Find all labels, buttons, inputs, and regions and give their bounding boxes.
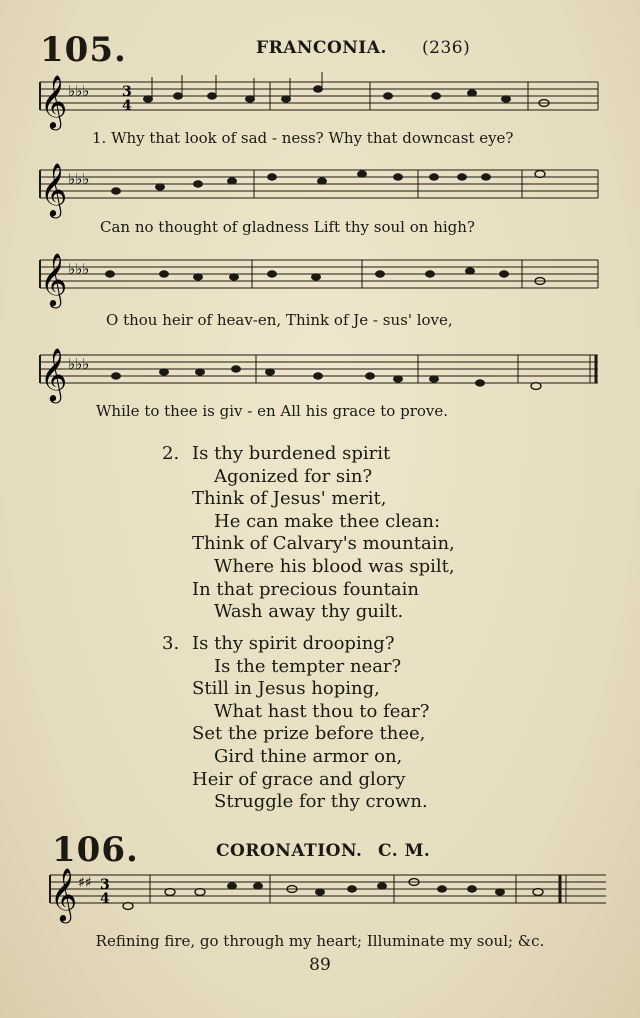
hymn-105-tune-reference: (236) [422,38,471,58]
hymn-106-meter: C. M. [378,841,431,861]
lyric-line-2: Can no thought of gladness Lift thy soul on high? [100,218,475,236]
treble-clef-icon: 𝄞 [40,162,68,216]
verse-3-line-4: What hast thou to fear? [214,700,430,722]
verse-3-number: 3. [162,633,180,654]
treble-clef-icon: 𝄞 [50,867,78,921]
verse-2-line-2: Agonized for sin? [214,465,373,487]
verse-2-line-6: Where his blood was spilt, [214,555,455,577]
hymn-106-tune-name: CORONATION. [216,841,363,861]
verse-2-line-3: Think of Jesus' merit, [192,488,387,510]
hymn-105-tune-name: FRANCONIA. [256,38,387,58]
time-signature-bottom: 4 [100,891,110,907]
verse-2-line-1: 2. Is thy burdened spirit [162,443,391,464]
verse-2 [162,443,455,624]
verse-3-line-8: Struggle for thy crown. [214,791,428,813]
hymn-106-first-line: Refining fire, go through my heart; Illuminate my soul; &c. [95,932,545,950]
flat-signs: ♭♭♭ [68,260,90,278]
sharp-signs: ♯♯ [78,875,92,891]
time-signature-top: 3 [100,877,110,893]
lyric-line-3: O thou heir of heav-en, Think of Je - sus' love, [106,311,453,329]
verse-3-line-3: Still in Jesus hoping, [192,678,380,700]
page-number: 89 [309,955,331,975]
flat-signs: ♭♭♭ [68,355,90,373]
verse-2-number: 2. [162,443,180,464]
lyric-line-1: 1. Why that look of sad - ness? Why that downcast eye? [92,129,514,147]
time-signature-bottom: 4 [122,98,132,114]
flat-signs: ♭♭♭ [68,82,90,100]
lyric-line-4: While to thee is giv - en All his grace to prove. [96,402,449,420]
treble-clef-icon: 𝄞 [40,347,68,401]
verse-3-line-5: Set the prize before thee, [192,723,426,745]
verse-3-line-1: 3. Is thy spirit drooping? [162,633,395,654]
verse-2-line-8: Wash away thy guilt. [214,601,404,623]
music-staff-3 [0,250,640,320]
verse-3 [162,633,429,814]
verse-3-line-2: Is the tempter near? [214,655,402,677]
verse-2-line-5: Think of Calvary's mountain, [192,533,455,555]
verse-2-line-7: In that precious fountain [192,578,419,600]
hymn-106-number: 106. [52,830,139,870]
treble-clef-icon: 𝄞 [40,74,68,128]
verse-3-line-6: Gird thine armor on, [214,745,403,767]
flat-signs: ♭♭♭ [68,170,90,188]
hymn-105-number: 105. [40,30,127,70]
verse-3-line-7: Heir of grace and glory [192,768,406,790]
time-signature-top: 3 [122,84,132,100]
treble-clef-icon: 𝄞 [40,252,68,306]
verse-2-line-4: He can make thee clean: [214,510,441,532]
music-staff-106 [0,865,640,935]
